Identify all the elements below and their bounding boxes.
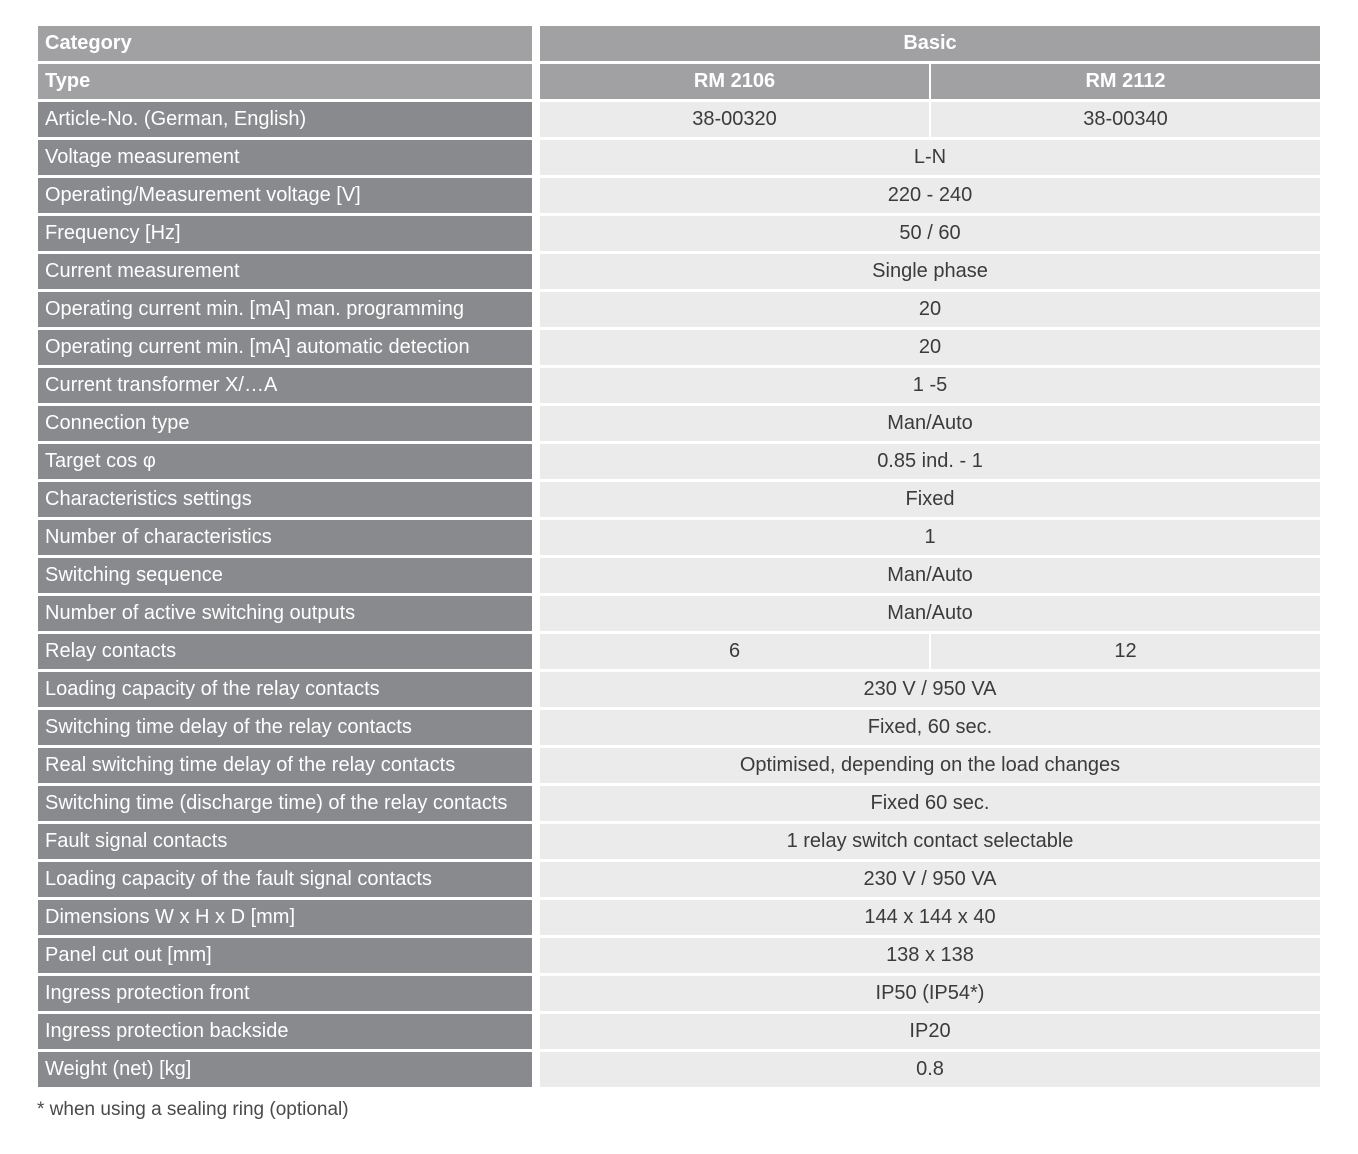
spec-row-value-rm2112: 38-00340 [931, 102, 1320, 137]
spec-row-value: 1 [540, 520, 1320, 555]
column-gap [532, 1052, 540, 1087]
spec-row-value: L-N [540, 140, 1320, 175]
type-header-rm2112: RM 2112 [931, 64, 1320, 99]
spec-row-value: IP20 [540, 1014, 1320, 1049]
column-gap [532, 786, 540, 821]
column-gap [532, 368, 540, 403]
spec-row-value: 230 V / 950 VA [540, 672, 1320, 707]
spec-row-value: 20 [540, 330, 1320, 365]
column-gap [532, 710, 540, 745]
spec-row-label: Voltage measurement [38, 140, 532, 175]
spec-row-value-rm2106: 38-00320 [540, 102, 929, 137]
spec-row-label: Operating/Measurement voltage [V] [38, 178, 532, 213]
category-header-value: Basic [540, 26, 1320, 61]
column-gap [532, 406, 540, 441]
spec-row-label: Connection type [38, 406, 532, 441]
spec-row-value: 50 / 60 [540, 216, 1320, 251]
column-gap [532, 520, 540, 555]
spec-row-value: Fixed, 60 sec. [540, 710, 1320, 745]
type-header-rm2106: RM 2106 [540, 64, 929, 99]
spec-row-value-rm2106: 6 [540, 634, 929, 669]
spec-row-label: Article-No. (German, English) [38, 102, 532, 137]
spec-row-value: 144 x 144 x 40 [540, 900, 1320, 935]
spec-row-value: IP50 (IP54*) [540, 976, 1320, 1011]
column-gap [532, 140, 540, 175]
spec-row-value: Fixed [540, 482, 1320, 517]
spec-row-value: 1 -5 [540, 368, 1320, 403]
spec-table [38, 26, 1320, 1087]
spec-row-label: Real switching time delay of the relay contacts [38, 748, 532, 783]
spec-row-label: Switching sequence [38, 558, 532, 593]
spec-row-label: Current measurement [38, 254, 532, 289]
spec-row-label: Frequency [Hz] [38, 216, 532, 251]
column-gap [532, 862, 540, 897]
spec-row-value: Man/Auto [540, 406, 1320, 441]
spec-row-label: Panel cut out [mm] [38, 938, 532, 973]
spec-row-label: Operating current min. [mA] automatic detection [38, 330, 532, 365]
spec-row-value: Man/Auto [540, 596, 1320, 631]
spec-row-label: Ingress protection front [38, 976, 532, 1011]
footnote: * when using a sealing ring (optional) [37, 1099, 349, 1120]
spec-row-label: Switching time delay of the relay contacts [38, 710, 532, 745]
column-gap [532, 748, 540, 783]
spec-row-value: Fixed 60 sec. [540, 786, 1320, 821]
spec-row-label: Relay contacts [38, 634, 532, 669]
column-gap [532, 634, 540, 669]
spec-row-label: Number of active switching outputs [38, 596, 532, 631]
column-gap [532, 1014, 540, 1049]
column-gap [532, 976, 540, 1011]
column-gap [532, 178, 540, 213]
spec-row-label: Dimensions W x H x D [mm] [38, 900, 532, 935]
type-header-label: Type [38, 64, 532, 99]
column-gap [532, 824, 540, 859]
column-gap [532, 900, 540, 935]
column-gap [532, 444, 540, 479]
spec-row-value: 0.85 ind. - 1 [540, 444, 1320, 479]
spec-row-value: 138 x 138 [540, 938, 1320, 973]
spec-row-label: Switching time (discharge time) of the relay contacts [38, 786, 532, 821]
spec-row-value: Single phase [540, 254, 1320, 289]
spec-row-value: 0.8 [540, 1052, 1320, 1087]
column-gap [532, 216, 540, 251]
spec-row-label: Current transformer X/…A [38, 368, 532, 403]
column-gap [532, 26, 540, 61]
column-gap [532, 596, 540, 631]
category-header-label: Category [38, 26, 532, 61]
spec-row-label: Ingress protection backside [38, 1014, 532, 1049]
column-gap [532, 292, 540, 327]
column-gap [532, 482, 540, 517]
spec-row-label: Operating current min. [mA] man. programming [38, 292, 532, 327]
column-gap [532, 938, 540, 973]
spec-row-value-rm2112: 12 [931, 634, 1320, 669]
column-gap [532, 558, 540, 593]
column-gap [532, 64, 540, 99]
column-gap [532, 254, 540, 289]
spec-row-label: Fault signal contacts [38, 824, 532, 859]
spec-row-value: 230 V / 950 VA [540, 862, 1320, 897]
spec-row-label: Target cos φ [38, 444, 532, 479]
spec-row-label: Loading capacity of the fault signal contacts [38, 862, 532, 897]
spec-row-label: Number of characteristics [38, 520, 532, 555]
spec-row-value: 1 relay switch contact selectable [540, 824, 1320, 859]
column-gap [532, 102, 540, 137]
column-gap [532, 330, 540, 365]
spec-row-value: 20 [540, 292, 1320, 327]
spec-row-value: Man/Auto [540, 558, 1320, 593]
spec-row-value: 220 - 240 [540, 178, 1320, 213]
spec-row-label: Weight (net) [kg] [38, 1052, 532, 1087]
spec-row-label: Characteristics settings [38, 482, 532, 517]
spec-row-label: Loading capacity of the relay contacts [38, 672, 532, 707]
spec-row-value: Optimised, depending on the load changes [540, 748, 1320, 783]
column-gap [532, 672, 540, 707]
